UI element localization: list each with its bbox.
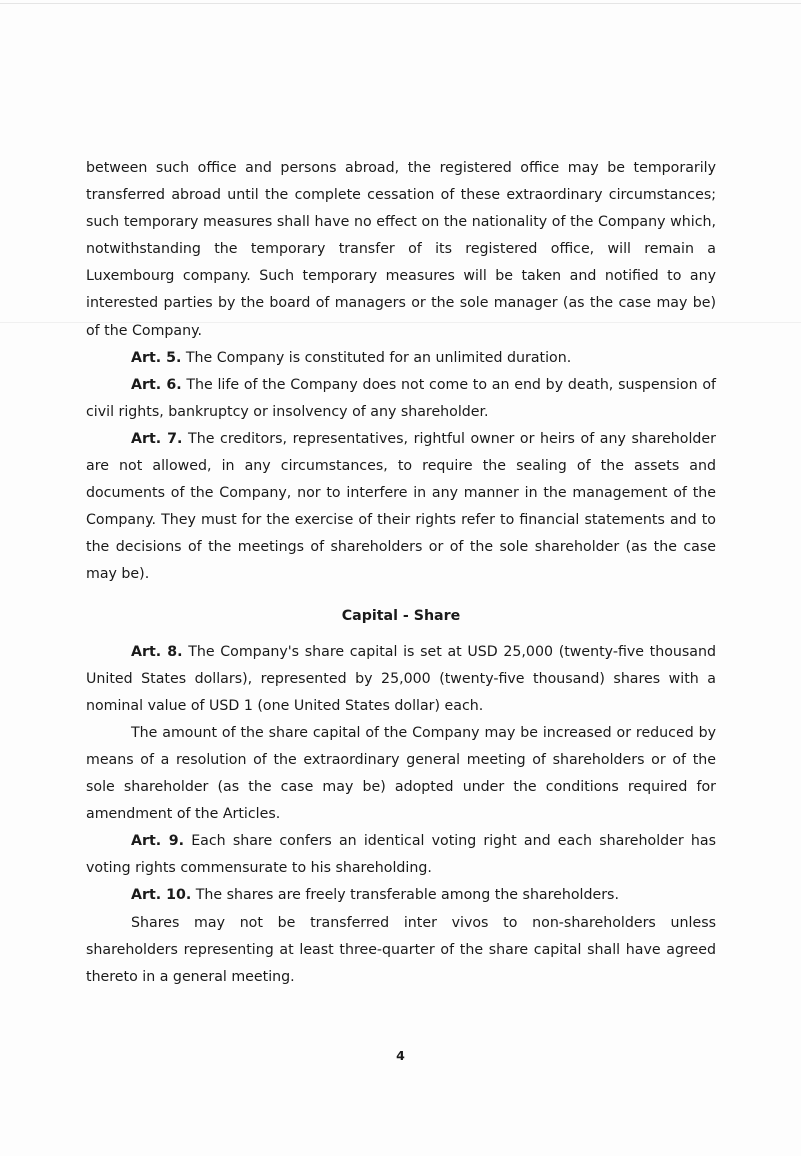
article-7 bbox=[86, 426, 716, 589]
article-label: Art. 5. bbox=[131, 349, 182, 366]
article-9 bbox=[86, 828, 716, 882]
article-text: Each share confers an identical voting right and each shareholder has voting rights commensurate to his shareholding. bbox=[86, 833, 716, 877]
article-text: The shares are freely transferable among the shareholders. bbox=[191, 887, 619, 904]
article-text: The Company is constituted for an unlimited duration. bbox=[181, 349, 572, 366]
article-label: Art. 9. bbox=[131, 833, 185, 850]
article-label: Art. 10. bbox=[131, 887, 192, 904]
page-number: 4 bbox=[396, 1048, 405, 1063]
article-text: The Company's share capital is set at USD 25,000 (twenty-five thousand United States dollars), represented by 25,000 (twenty-five thousand) shares with a nominal value of USD 1 (one United States dollar) each. bbox=[86, 643, 716, 714]
article-8 bbox=[86, 639, 716, 720]
document-body bbox=[86, 155, 716, 991]
article-6 bbox=[86, 372, 716, 426]
article-label: Art. 7. bbox=[131, 430, 183, 447]
article-5 bbox=[86, 345, 716, 372]
scan-artifact-top bbox=[0, 3, 801, 4]
article-text: The life of the Company does not come to an end by death, suspension of civil rights, bankruptcy or insolvency of any shareholder. bbox=[86, 376, 716, 420]
article-10-paragraph-2: Shares may not be transferred inter vivos to non-shareholders unless shareholders representing at least three-quarter of the share capital shall have agreed thereto in a general meeting. bbox=[86, 914, 716, 985]
article-8-paragraph-2: The amount of the share capital of the Company may be increased or reduced by means of a resolution of the extraordinary general meeting of shareholders or of the sole shareholder (as the case may be) adopted under the conditions required for amendment of the Articles. bbox=[86, 724, 716, 823]
continuation-paragraph: between such office and persons abroad, the registered office may be temporarily transferred abroad until the complete cessation of these extraordinary circumstances; such temporary measures shall have no effect on the nationality of the Company which, notwithstanding the temporary transfer of its registered office, will remain a Luxembourg company. Such temporary measures will be taken and notified to any interested parties by the board of managers or the sole manager (as the case may be) of the Company. bbox=[86, 160, 716, 339]
article-label: Art. 8. bbox=[131, 643, 183, 660]
article-text: The creditors, representatives, rightful owner or heirs of any shareholder are not allowed, in any circumstances, to require the sealing of the assets and documents of the Company, nor to interfere in any manner in the management of the Company. They must for the exercise of their rights refer to financial statements and to the decisions of the meetings of shareholders or of the sole shareholder (as the case may be). bbox=[86, 430, 716, 583]
section-heading: Capital - Share bbox=[341, 607, 461, 624]
article-label: Art. 6. bbox=[131, 376, 182, 393]
article-10 bbox=[86, 882, 716, 909]
